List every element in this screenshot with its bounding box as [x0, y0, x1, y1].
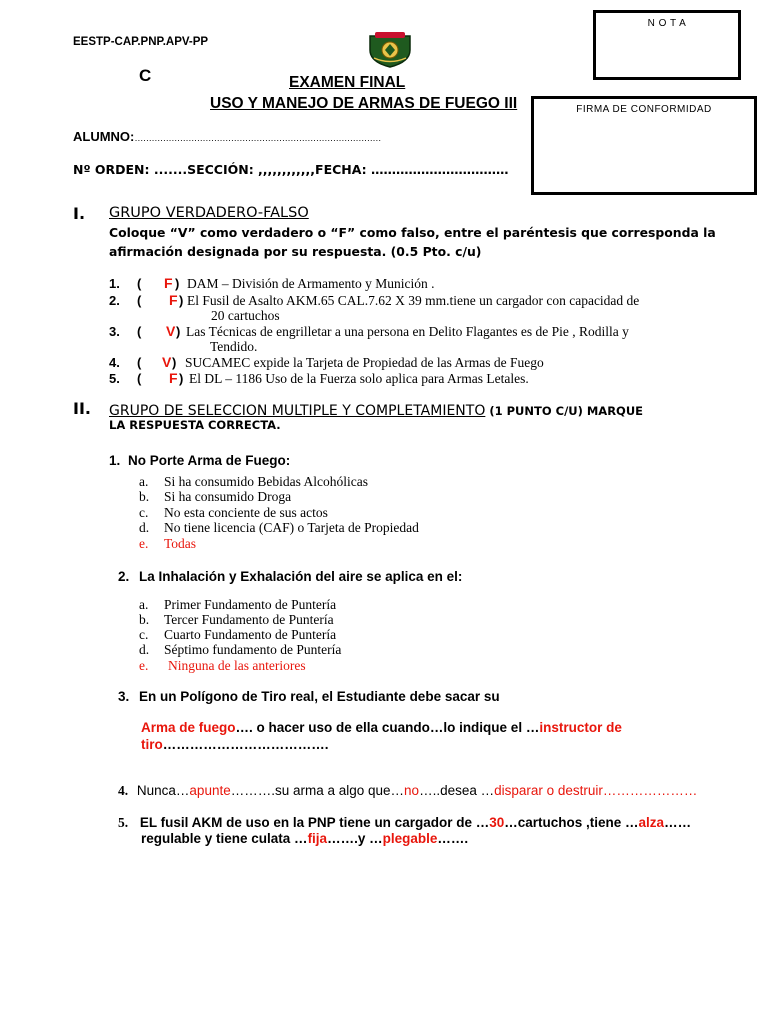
question-text: EL fusil AKM de uso en la PNP tiene un cargador de …	[139, 815, 490, 830]
vf-number: 5.	[109, 371, 120, 386]
vf-number: 3.	[109, 324, 120, 339]
option-text: Si ha consumido Bebidas Alcohólicas	[164, 474, 368, 489]
vf-statement: El DL – 1186 Uso de la Fuerza solo aplica para Armas Letales.	[189, 371, 529, 386]
option-text: Tercer Fundamento de Puntería	[164, 612, 334, 627]
question-text: …..desea …	[419, 783, 495, 798]
grade-box-label: N O T A	[647, 18, 687, 29]
exam-title: EXAMEN FINAL	[289, 74, 406, 91]
vf-item-1[interactable]	[109, 276, 709, 294]
answer-fill: tiro	[141, 737, 163, 752]
exam-version: C	[139, 66, 152, 85]
option-letter: c.	[139, 627, 149, 642]
vf-close-paren: )	[172, 355, 177, 370]
institution-code: EESTP-CAP.PNP.APV-PP	[73, 36, 209, 48]
vf-close-paren: )	[175, 276, 180, 291]
question-number: 1.	[109, 453, 121, 468]
option-a[interactable]	[139, 597, 337, 613]
option-text: Cuarto Fundamento de Puntería	[164, 627, 337, 642]
answer-fill: no	[404, 783, 420, 798]
vf-answer: F	[169, 370, 178, 386]
vf-number: 4.	[109, 355, 120, 370]
student-name-label: ALUMNO:	[73, 129, 135, 144]
option-letter: e.	[139, 536, 149, 551]
answer-fill: apunte	[189, 783, 231, 798]
option-text: No tiene licencia (CAF) o Tarjeta de Propiedad	[164, 520, 419, 535]
option-d[interactable]	[139, 642, 342, 658]
question-number: 2.	[118, 569, 130, 584]
question-text: …….	[437, 831, 469, 846]
question-3	[118, 689, 500, 704]
option-d[interactable]	[139, 520, 419, 536]
question-5-line-1[interactable]	[118, 815, 691, 831]
option-text: Todas	[164, 536, 197, 551]
section-2-heading	[109, 400, 643, 419]
option-letter: d.	[139, 642, 150, 657]
question-text: ……	[664, 815, 692, 830]
question-text: En un Polígono de Tiro real, el Estudiante debe sacar su	[139, 689, 500, 704]
vf-number: 1.	[109, 276, 120, 291]
section-2-title: GRUPO DE SELECCION MULTIPLE Y COMPLETAMIENTO	[109, 403, 486, 419]
option-e-selected[interactable]	[139, 536, 197, 552]
instructions-line-1: Coloque “V” como verdadero o “F” como falso, entre el paréntesis que corresponda la	[109, 225, 716, 240]
student-name-dots: ……………………………………………………………………………	[134, 133, 381, 143]
vf-close-paren: )	[179, 371, 184, 386]
option-letter: b.	[139, 489, 150, 504]
vf-open-paren: (	[137, 355, 142, 370]
option-text: Si ha consumido Droga	[164, 489, 292, 504]
police-emblem-icon	[366, 30, 414, 68]
student-name-line[interactable]	[73, 129, 381, 144]
question-number: 5.	[118, 815, 129, 830]
question-text: regulable y tiene culata …	[141, 831, 308, 846]
vf-item-5[interactable]	[109, 371, 709, 389]
option-c[interactable]	[139, 505, 328, 521]
answer-fill: 30	[489, 815, 505, 830]
answer-fill: disparar o destruir…………………	[494, 783, 698, 798]
option-b[interactable]	[139, 612, 334, 628]
question-3-answer-line-2[interactable]	[141, 737, 329, 752]
option-letter: e.	[139, 658, 149, 673]
question-text: …. o hacer uso de ella cuando…lo indique el …	[235, 720, 540, 735]
vf-open-paren: (	[137, 324, 142, 339]
vf-number: 2.	[109, 293, 120, 308]
option-text: Séptimo fundamento de Puntería	[164, 642, 342, 657]
exam-subtitle: USO Y MANEJO DE ARMAS DE FUEGO III	[210, 95, 518, 112]
option-letter: c.	[139, 505, 149, 520]
vf-statement-cont: 20 cartuchos	[211, 308, 280, 323]
vf-statement: SUCAMEC expide la Tarjeta de Propiedad de las Armas de Fuego	[185, 355, 544, 370]
option-b[interactable]	[139, 489, 292, 505]
section-2-title-suffix: (1 PUNTO C/U) MARQUE	[485, 404, 644, 418]
option-letter: a.	[139, 597, 149, 612]
section-1-title: GRUPO VERDADERO-FALSO	[109, 205, 309, 221]
signature-box[interactable]	[531, 96, 757, 195]
answer-fill: plegable	[382, 831, 438, 846]
answer-fill: fija	[307, 831, 328, 846]
question-text: La Inhalación y Exhalación del aire se aplica en el:	[139, 569, 463, 584]
vf-statement: DAM – División de Armamento y Munición .	[187, 276, 435, 291]
section-1-instructions	[109, 223, 716, 261]
vf-statement: Las Técnicas de engrilletar a una persona en Delito Flagantes es de Pie , Rodilla y	[186, 324, 629, 339]
option-letter: b.	[139, 612, 150, 627]
vf-item-2[interactable]	[109, 293, 709, 325]
signature-box-label: FIRMA DE CONFORMIDAD	[576, 104, 712, 115]
question-5-line-2[interactable]	[141, 831, 468, 846]
section-2-title-line2: LA RESPUESTA CORRECTA.	[109, 418, 281, 432]
answer-fill: Arma de fuego	[141, 720, 236, 735]
question-text: …cartuchos ,tiene …	[504, 815, 639, 830]
option-e-selected[interactable]	[139, 658, 306, 674]
vf-answer: V	[166, 323, 176, 339]
option-c[interactable]	[139, 627, 337, 643]
option-text: No esta conciente de sus actos	[164, 505, 328, 520]
vf-answer: F	[164, 275, 173, 291]
question-number: 3.	[118, 689, 130, 704]
vf-open-paren: (	[137, 293, 142, 308]
question-text: ……………………………….	[162, 737, 329, 752]
grade-box[interactable]	[593, 10, 741, 80]
vf-open-paren: (	[137, 276, 142, 291]
vf-statement-cont: Tendido.	[210, 339, 258, 354]
option-letter: a.	[139, 474, 149, 489]
vf-open-paren: (	[137, 371, 142, 386]
section-1-numeral: I.	[73, 204, 86, 223]
question-text: …….y …	[327, 831, 383, 846]
question-2	[118, 569, 462, 584]
question-3-answer-line-1[interactable]	[141, 720, 622, 735]
option-text: Ninguna de las anteriores	[168, 658, 306, 673]
question-number: 4.	[118, 783, 129, 798]
vf-close-paren: )	[179, 293, 184, 308]
order-section-date-line[interactable]: Nº ORDEN: .......SECCIÓN: ,,,,,,,,,,,,FECHA: ……………………………	[73, 162, 509, 177]
section-2-numeral: II.	[73, 399, 91, 418]
question-text: No Porte Arma de Fuego:	[128, 453, 291, 468]
option-a[interactable]	[139, 474, 368, 490]
option-text: Primer Fundamento de Puntería	[164, 597, 337, 612]
vf-item-3[interactable]	[109, 324, 709, 356]
vf-answer: V	[162, 354, 172, 370]
question-4[interactable]	[118, 783, 697, 799]
vf-statement: El Fusil de Asalto AKM.65 CAL.7.62 X 39 mm.tiene un cargador con capacidad de	[187, 293, 640, 308]
option-letter: d.	[139, 520, 150, 535]
answer-fill: alza	[638, 815, 665, 830]
instructions-line-2: afirmación designada por su respuesta. (0.5 Pto. c/u)	[109, 244, 482, 259]
answer-fill: instructor de	[539, 720, 622, 735]
question-1	[109, 453, 290, 468]
question-text: ……….su arma a algo que…	[230, 783, 405, 798]
vf-close-paren: )	[176, 324, 181, 339]
question-text: Nunca…	[136, 783, 190, 798]
vf-answer: F	[169, 292, 178, 308]
